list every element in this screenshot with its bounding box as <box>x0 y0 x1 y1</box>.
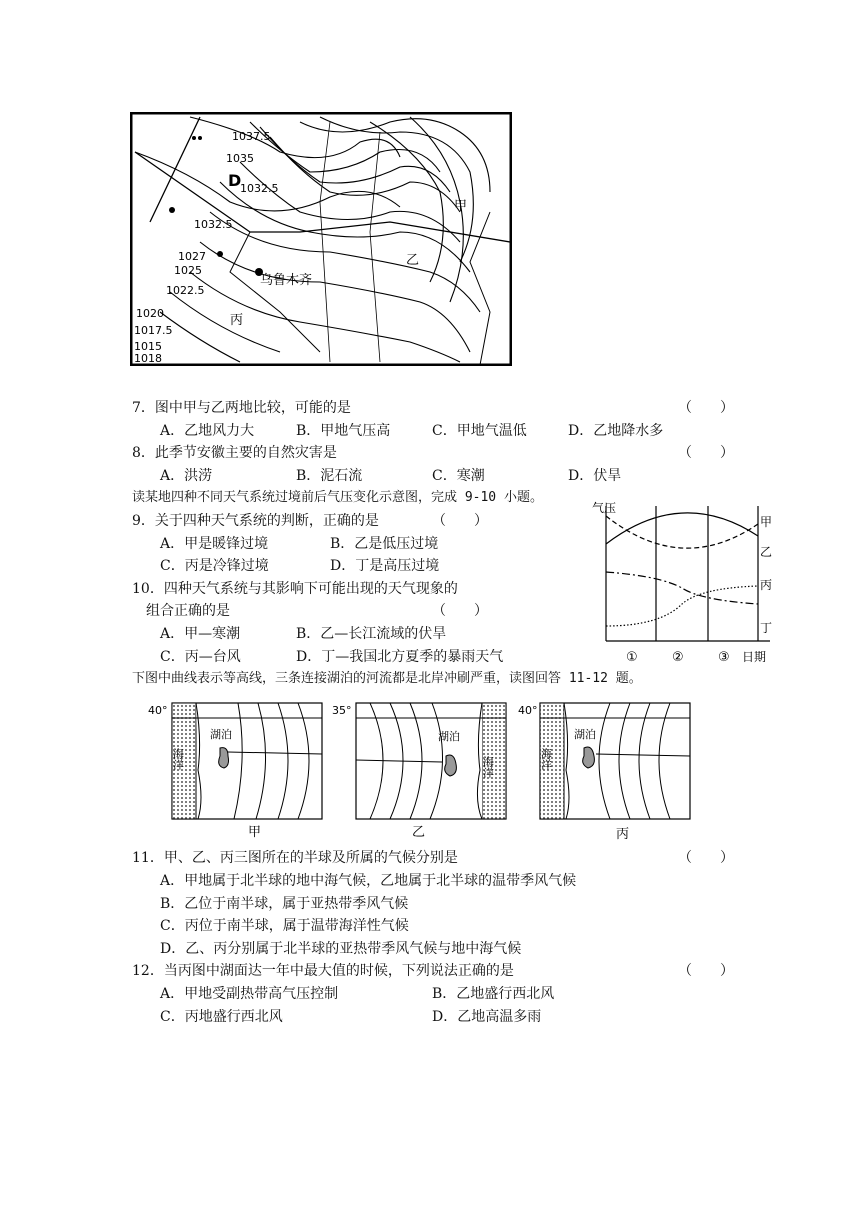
option-c: C．丙位于南半球，属于温带海洋性气候 <box>160 918 409 934</box>
option-c: C．寒潮 <box>432 468 485 484</box>
option-a: A．甲地受副热带高气压控制 <box>160 986 339 1002</box>
place-label-yi: 乙 <box>406 253 420 268</box>
isobar-label: 1025 <box>174 264 202 277</box>
isobar-label: 1032.5 <box>194 218 233 231</box>
lake-label: 湖泊 <box>574 728 596 741</box>
chart-ylabel: 气压 <box>592 501 617 515</box>
intro-11-12: 下图中曲线表示等高线，三条连接湖泊的河流都是北岸冲刷严重，读图回答 11-12 题。 <box>132 671 642 686</box>
option-d: D．丁是高压过境 <box>330 558 440 574</box>
pressure-change-chart <box>590 496 780 664</box>
question-10-stem: 10．四种天气系统与其影响下可能出现的天气现象的 <box>132 581 458 597</box>
lake-map-yi <box>330 700 520 844</box>
question-7-stem: 7．图中甲与乙两地比较，可能的是 <box>132 400 351 416</box>
question-9-stem: 9．关于四种天气系统的判断，正确的是 <box>132 513 379 529</box>
lake-map-jia <box>148 700 328 844</box>
lake-label: 湖泊 <box>438 730 460 743</box>
option-a: A．洪涝 <box>160 468 213 484</box>
option-b: B．乙—长江流域的伏旱 <box>296 626 447 642</box>
answer-blank: （ ） <box>678 850 734 866</box>
ocean-label: 海洋 <box>171 748 185 770</box>
option-a: A．甲地属于北半球的地中海气候，乙地属于北半球的温带季风气候 <box>160 873 577 889</box>
option-b: B．甲地气压高 <box>296 423 391 439</box>
isobar-weather-map <box>130 112 512 366</box>
isobar-label: 1022.5 <box>166 284 205 297</box>
isobar-label: 1015 <box>134 340 162 353</box>
option-b: B．乙地盛行西北风 <box>432 986 555 1002</box>
question-11-stem: 11．甲、乙、丙三图所在的半球及所属的气候分别是 <box>132 850 458 866</box>
option-a: A．甲是暖锋过境 <box>160 536 269 552</box>
option-b: B．乙是低压过境 <box>330 536 439 552</box>
answer-blank: （ ） <box>678 963 734 979</box>
option-c: C．丙—台风 <box>160 649 241 665</box>
isobar-label: 1018 <box>134 352 162 365</box>
place-label-bing: 丙 <box>230 313 244 328</box>
answer-blank: （ ） <box>678 445 734 461</box>
option-d: D．乙地高温多雨 <box>432 1009 542 1025</box>
isobar-label: 1032.5 <box>240 182 279 195</box>
answer-blank: （ ） <box>678 400 734 416</box>
question-8-stem: 8．此季节安徽主要的自然灾害是 <box>132 445 337 461</box>
option-c: C．丙是冷锋过境 <box>160 558 269 574</box>
map-caption: 甲 <box>248 825 262 840</box>
chart-xlabel: 日期 <box>742 650 767 664</box>
series-label-bing: 丙 <box>760 578 773 592</box>
option-a: A．乙地风力大 <box>160 423 255 439</box>
isobar-label: 1020 <box>136 307 164 320</box>
isobar-label: 1027 <box>178 250 206 263</box>
lake-label: 湖泊 <box>210 728 232 741</box>
option-c: C．甲地气温低 <box>432 423 527 439</box>
latitude-label: 40° <box>518 704 538 717</box>
option-d: D．乙、丙分别属于北半球的亚热带季风气候与地中海气候 <box>160 941 522 957</box>
option-b: B．泥石流 <box>296 468 363 484</box>
tick-label: ② <box>672 650 684 664</box>
latitude-label: 35° <box>332 704 352 717</box>
tick-label: ③ <box>718 650 730 664</box>
isobar-label: 1035 <box>226 152 254 165</box>
map-caption: 丙 <box>616 827 630 842</box>
map-caption: 乙 <box>412 825 426 840</box>
option-a: A．甲—寒潮 <box>160 626 241 642</box>
answer-blank: （ ） <box>432 513 488 529</box>
isobar-label: 1017.5 <box>134 324 173 337</box>
series-label-jia: 甲 <box>760 515 773 529</box>
option-d: D．丁—我国北方夏季的暴雨天气 <box>296 649 504 665</box>
isobar-label: 1037.5 <box>232 130 271 143</box>
tick-label: ① <box>626 650 638 664</box>
answer-blank: （ ） <box>432 603 488 619</box>
series-label-yi: 乙 <box>760 545 773 559</box>
question-12-stem: 12．当丙图中湖面达一年中最大值的时候，下列说法正确的是 <box>132 963 514 979</box>
option-b: B．乙位于南半球，属于亚热带季风气候 <box>160 896 409 912</box>
series-label-ding: 丁 <box>760 621 773 635</box>
ocean-label: 海洋 <box>481 756 495 778</box>
intro-9-10: 读某地四种不同天气系统过境前后气压变化示意图，完成 9-10 小题。 <box>132 490 543 505</box>
place-label-jia: 甲 <box>454 199 468 214</box>
option-d: D．伏旱 <box>568 468 622 484</box>
city-label: 乌鲁木齐 <box>260 273 313 288</box>
ocean-label: 海洋 <box>539 748 553 770</box>
option-c: C．丙地盛行西北风 <box>160 1009 283 1025</box>
option-d: D．乙地降水多 <box>568 423 664 439</box>
question-10-stem-cont: 组合正确的是 <box>146 603 230 619</box>
latitude-label: 40° <box>148 704 168 717</box>
lake-map-bing <box>518 700 698 844</box>
pressure-center-mark: D <box>228 171 242 190</box>
